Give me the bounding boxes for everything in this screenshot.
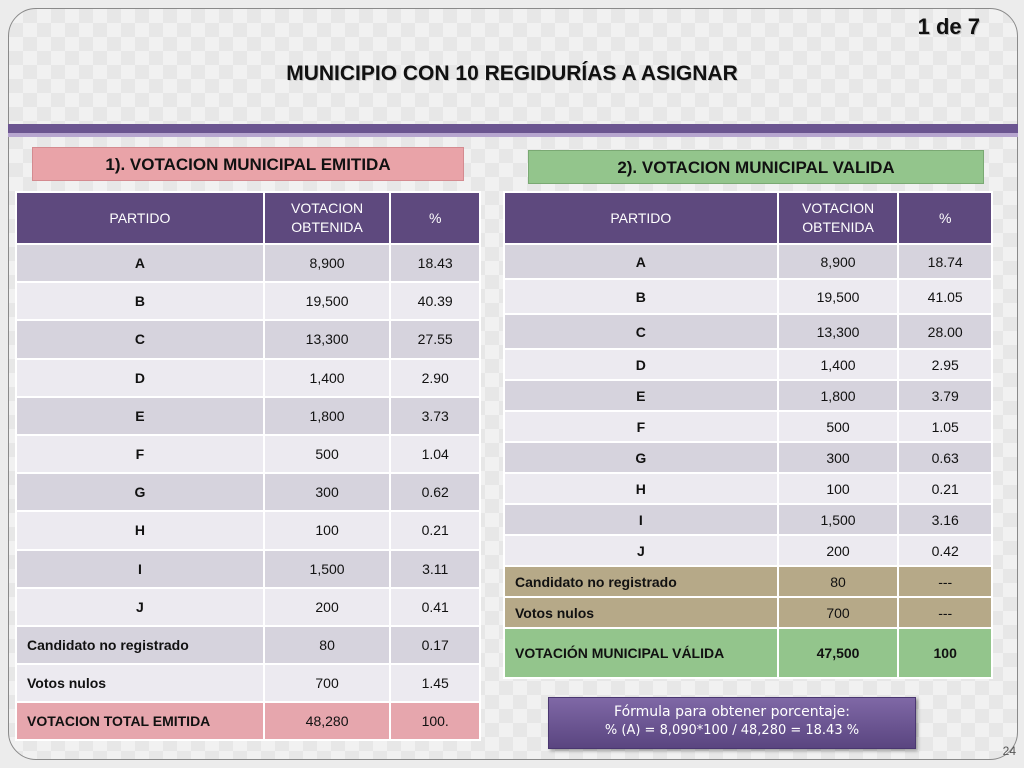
cell-partido: H [504, 473, 778, 504]
header-divider [8, 124, 1018, 133]
table-row [16, 473, 480, 511]
cell-partido: H [16, 511, 264, 549]
cell-percent: 27.55 [390, 320, 480, 358]
cell-percent: 3.73 [390, 397, 480, 435]
cell-votacion: 500 [264, 435, 391, 473]
table-row [504, 279, 992, 314]
cell-votacion: 700 [264, 664, 391, 702]
cell-partido: G [16, 473, 264, 511]
cell-votacion: 19,500 [778, 279, 899, 314]
cell-partido: Candidato no registrado [16, 626, 264, 664]
cell-percent: 100 [898, 628, 992, 678]
table-row [504, 597, 992, 628]
cell-votacion: 80 [264, 626, 391, 664]
cell-percent: 1.04 [390, 435, 480, 473]
column-header-percent: % [390, 192, 480, 244]
cell-partido: VOTACION TOTAL EMITIDA [16, 702, 264, 740]
cell-partido: B [504, 279, 778, 314]
page-title: MUNICIPIO CON 10 REGIDURÍAS A ASIGNAR [286, 62, 738, 85]
section-label-valida: 2). VOTACION MUNICIPAL VALIDA [528, 150, 984, 184]
cell-partido: D [16, 359, 264, 397]
cell-votacion: 300 [778, 442, 899, 473]
table-row [16, 550, 480, 588]
table-votacion-valida [503, 191, 993, 679]
cell-votacion: 200 [264, 588, 391, 626]
cell-percent: 2.95 [898, 349, 992, 380]
table-row [16, 664, 480, 702]
cell-partido: C [16, 320, 264, 358]
cell-partido: I [504, 504, 778, 535]
cell-percent: 1.45 [390, 664, 480, 702]
cell-partido: E [16, 397, 264, 435]
cell-percent: 0.62 [390, 473, 480, 511]
cell-percent: 3.11 [390, 550, 480, 588]
cell-partido: F [504, 411, 778, 442]
cell-partido: C [504, 314, 778, 349]
table-row [16, 244, 480, 282]
table-row [504, 411, 992, 442]
table-row [504, 314, 992, 349]
table-row [504, 473, 992, 504]
column-header-percent: % [898, 192, 992, 244]
cell-votacion: 700 [778, 597, 899, 628]
table-row [504, 349, 992, 380]
cell-partido: A [504, 244, 778, 279]
cell-partido: J [504, 535, 778, 566]
cell-partido: J [16, 588, 264, 626]
cell-partido: F [16, 435, 264, 473]
cell-partido: VOTACIÓN MUNICIPAL VÁLIDA [504, 628, 778, 678]
cell-votacion: 300 [264, 473, 391, 511]
cell-votacion: 8,900 [778, 244, 899, 279]
cell-percent: 0.17 [390, 626, 480, 664]
cell-percent: --- [898, 597, 992, 628]
cell-partido: G [504, 442, 778, 473]
cell-percent: 1.05 [898, 411, 992, 442]
table-row [16, 511, 480, 549]
section-label-emitida: 1). VOTACION MUNICIPAL EMITIDA [32, 147, 464, 181]
table-row [504, 535, 992, 566]
table-row [504, 244, 992, 279]
cell-partido: Candidato no registrado [504, 566, 778, 597]
cell-votacion: 1,500 [778, 504, 899, 535]
cell-percent: 0.42 [898, 535, 992, 566]
table-row [504, 442, 992, 473]
cell-percent: 3.79 [898, 380, 992, 411]
header-divider-accent [8, 133, 1018, 137]
cell-votacion: 1,400 [264, 359, 391, 397]
table-row [16, 359, 480, 397]
cell-percent: 0.41 [390, 588, 480, 626]
table-votacion-emitida [15, 191, 481, 741]
column-header-partido: PARTIDO [504, 192, 778, 244]
cell-percent: 0.21 [898, 473, 992, 504]
table-row [16, 320, 480, 358]
slide-number: 24 [1002, 744, 1016, 758]
cell-partido: A [16, 244, 264, 282]
cell-partido: Votos nulos [504, 597, 778, 628]
cell-votacion: 500 [778, 411, 899, 442]
cell-votacion: 80 [778, 566, 899, 597]
table-row [16, 588, 480, 626]
column-header-votacion: VOTACION OBTENIDA [264, 192, 391, 244]
cell-percent: 100. [390, 702, 480, 740]
page-counter: 1 de 7 [917, 14, 980, 39]
cell-votacion: 1,400 [778, 349, 899, 380]
cell-percent: 18.43 [390, 244, 480, 282]
table-row [16, 282, 480, 320]
column-header-votacion: VOTACION OBTENIDA [778, 192, 899, 244]
column-header-partido: PARTIDO [16, 192, 264, 244]
formula-box [548, 697, 916, 749]
cell-votacion: 47,500 [778, 628, 899, 678]
table-row [16, 626, 480, 664]
cell-votacion: 48,280 [264, 702, 391, 740]
cell-percent: 28.00 [898, 314, 992, 349]
cell-percent: 0.21 [390, 511, 480, 549]
cell-percent: 41.05 [898, 279, 992, 314]
cell-percent: 40.39 [390, 282, 480, 320]
cell-partido: E [504, 380, 778, 411]
table-row [504, 380, 992, 411]
table-row [504, 504, 992, 535]
formula-title: Fórmula para obtener porcentaje: [614, 704, 850, 720]
cell-votacion: 8,900 [264, 244, 391, 282]
table-row [16, 435, 480, 473]
table-row [16, 397, 480, 435]
formula-expression: % (A) = 8,090*100 / 48,280 = 18.43 % [604, 723, 860, 738]
cell-votacion: 200 [778, 535, 899, 566]
cell-votacion: 13,300 [264, 320, 391, 358]
cell-percent: --- [898, 566, 992, 597]
cell-partido: B [16, 282, 264, 320]
cell-percent: 18.74 [898, 244, 992, 279]
table-row [504, 628, 992, 678]
cell-votacion: 100 [778, 473, 899, 504]
cell-percent: 0.63 [898, 442, 992, 473]
cell-percent: 3.16 [898, 504, 992, 535]
cell-votacion: 1,500 [264, 550, 391, 588]
cell-votacion: 1,800 [264, 397, 391, 435]
cell-partido: Votos nulos [16, 664, 264, 702]
cell-votacion: 13,300 [778, 314, 899, 349]
table-row [16, 702, 480, 740]
table-row [504, 566, 992, 597]
cell-partido: I [16, 550, 264, 588]
cell-votacion: 1,800 [778, 380, 899, 411]
cell-votacion: 19,500 [264, 282, 391, 320]
cell-partido: D [504, 349, 778, 380]
cell-percent: 2.90 [390, 359, 480, 397]
cell-votacion: 100 [264, 511, 391, 549]
